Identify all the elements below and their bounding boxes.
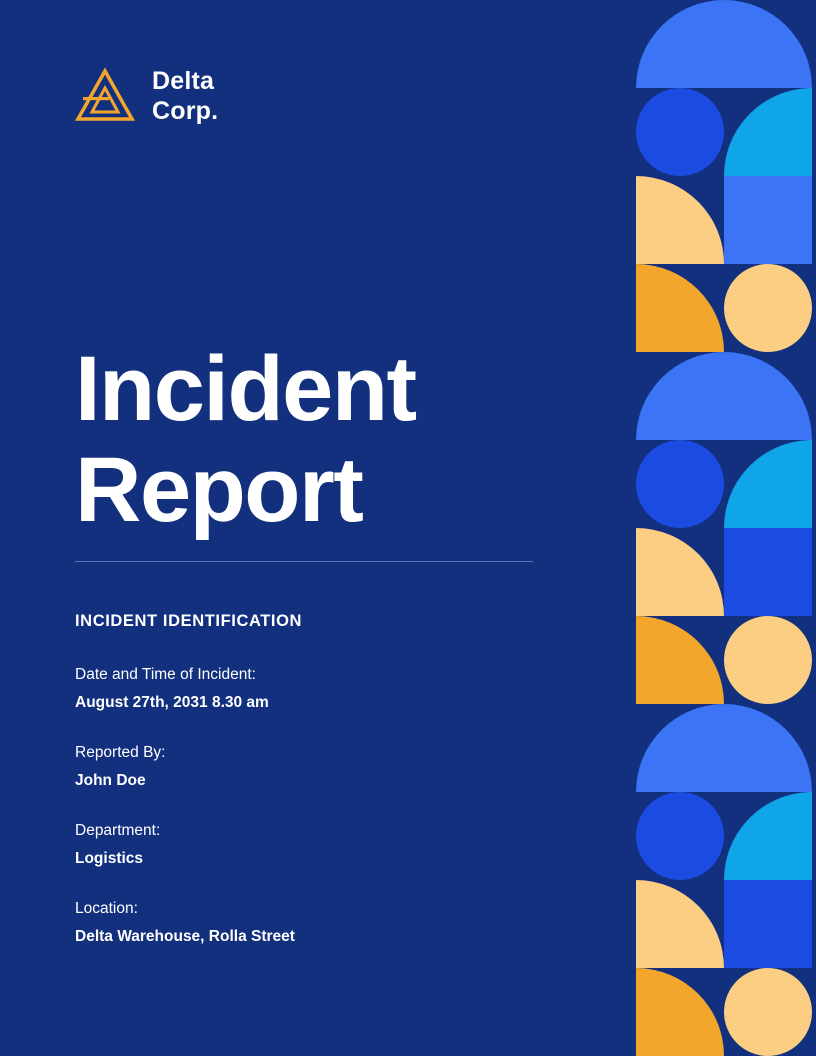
pattern-tile <box>636 704 812 792</box>
pattern-tile <box>636 264 724 352</box>
triangle-logo-icon <box>75 66 135 126</box>
pattern-tile <box>636 528 724 616</box>
field-label: Date and Time of Incident: <box>75 666 256 683</box>
pattern-tile <box>636 0 812 88</box>
incident-identification-section <box>75 612 545 951</box>
field-value: August 27th, 2031 8.30 am <box>75 694 269 711</box>
brand-logo <box>75 66 218 126</box>
brand-name <box>152 66 218 126</box>
pattern-tile <box>724 968 812 1056</box>
pattern-tile <box>636 176 724 264</box>
pattern-tile <box>724 440 812 528</box>
pattern-tile <box>724 616 812 704</box>
pattern-tile <box>636 616 724 704</box>
brand-name-line2: Corp. <box>152 97 219 125</box>
pattern-tile <box>724 176 812 264</box>
pattern-tile <box>636 440 724 528</box>
field-label: Department: <box>75 822 161 839</box>
decorative-pattern-column <box>636 0 816 1056</box>
field-value: Logistics <box>75 850 144 867</box>
pattern-tile <box>724 528 812 616</box>
page-title-line2: Report <box>75 438 363 541</box>
pattern-tile <box>724 880 812 968</box>
pattern-tile <box>636 792 724 880</box>
pattern-tile <box>724 792 812 880</box>
divider <box>75 561 533 562</box>
page-title-line1: Incident <box>75 337 416 440</box>
pattern-tile <box>636 968 724 1056</box>
field-value: John Doe <box>75 772 146 789</box>
brand-name-line1: Delta <box>152 67 215 95</box>
pattern-tile <box>724 264 812 352</box>
field-reported-by <box>75 739 545 795</box>
pattern-tile <box>636 88 724 176</box>
pattern-tile <box>724 88 812 176</box>
field-value: Delta Warehouse, Rolla Street <box>75 928 295 945</box>
page-title <box>75 339 416 541</box>
pattern-tile <box>636 352 812 440</box>
section-heading: INCIDENT IDENTIFICATION <box>75 612 303 630</box>
field-date-and-time <box>75 661 545 717</box>
field-label: Location: <box>75 900 138 917</box>
field-department <box>75 817 545 873</box>
pattern-tile <box>636 880 724 968</box>
field-location <box>75 895 545 951</box>
field-label: Reported By: <box>75 744 166 761</box>
